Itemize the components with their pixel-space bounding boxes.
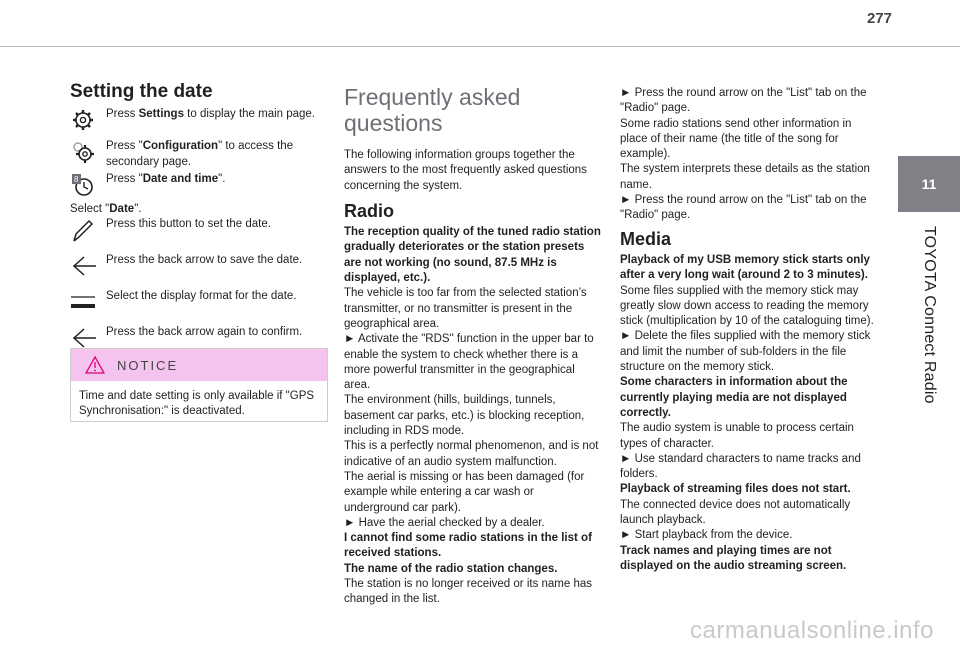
notice-title: NOTICE — [117, 357, 179, 373]
faq-answer: Some files supplied with the memory stick may greatly slow down access to reading the memory stick (multiplication by 10 of the cataloguing time). ► Delete the files supplied with the memory stick and limit the number of sub-folders in the file structure on the memory stick. — [620, 284, 874, 374]
gear-icon — [70, 107, 96, 133]
faq-section — [344, 84, 602, 608]
radio-title: Radio — [344, 200, 395, 221]
setting-date-section — [70, 81, 328, 347]
notice-text: Time and date setting is only available if "GPS Synchronisation:" is deactivated. — [79, 390, 315, 417]
faq-section-continued — [620, 86, 878, 574]
notice-box — [70, 348, 328, 422]
setting-date-title: Setting the date — [70, 81, 213, 102]
notice-header — [71, 349, 327, 381]
chapter-tab[interactable] — [898, 156, 960, 212]
chapter-title: TOYOTA Connect Radio — [921, 226, 938, 404]
chapter-number: 11 — [921, 176, 937, 192]
faq-question: Playback of streaming files does not start. — [620, 483, 851, 496]
back-arrow-icon — [70, 253, 96, 279]
faq-question: Some characters in information about the currently playing media are not displayed correctly. — [620, 376, 848, 419]
faq-answer: The audio system is unable to process certain types of character. ► Use standard characters to name tracks and folders. — [620, 422, 861, 481]
faq-answer: The connected device does not automatically launch playback. ► Start playback from the device. — [620, 498, 851, 542]
header-rule — [0, 46, 960, 47]
faq-answer: The vehicle is too far from the selected station’s transmitter, or no transmitter is present in the geographical area. ► Activate the "RDS" function in the upper bar to enable the system to check whether there is a more powerful transmitter in the geographical area. The environment (hills, buildings, tunnels, basement car parks, etc.) is blocking reception, including in RDS mode. This is a perfectly normal phenomenon, and is not indicative of an audio system malfunction. The aerial is missing or has been damaged (for example while entering a car wash or underground car park). ► Have the aerial checked by a dealer. — [344, 287, 599, 529]
warning-icon — [85, 356, 105, 374]
svg-text:8: 8 — [74, 174, 79, 184]
faq-answer: The station is no longer received or its name has changed in the list. — [344, 578, 593, 606]
faq-title: Frequently asked questions — [344, 84, 521, 136]
step-settings: Press Settings to display the main page. — [70, 107, 328, 129]
step-back-confirm: Press the back arrow again to confirm. — [70, 325, 328, 347]
faq-answer: ► Press the round arrow on the "List" tab on the "Radio" page. Some radio stations send other information in place of their name (the title of the song for example). The system interprets these details as the station name. ► Press the round arrow on the "List" tab on the "Radio" page. — [620, 87, 870, 222]
double-gear-icon — [70, 139, 96, 165]
step-back-save: Press the back arrow to save the date. — [70, 253, 328, 275]
watermark: carmanualsonline.info — [690, 617, 934, 644]
format-bar-icon — [70, 289, 96, 315]
faq-question: The name of the radio station changes. — [344, 562, 558, 575]
faq-question: Track names and playing times are not displayed on the audio streaming screen. — [620, 544, 847, 572]
step-date-time: 8 Press "Date and time". — [70, 172, 328, 194]
faq-question: I cannot find some radio stations in the list of received stations. — [344, 532, 592, 560]
faq-intro: The following information groups together the answers to the most frequently asked questions concerning the system. — [344, 149, 587, 192]
step-pencil: Press this button to set the date. — [70, 217, 328, 239]
faq-question: Playback of my USB memory stick starts only after a very long wait (around 2 to 3 minutes). — [620, 253, 870, 282]
faq-question: The reception quality of the tuned radio station gradually deteriorates or the station presets are not working (no sound, 87.5 MHz is displayed, etc.). — [344, 226, 601, 285]
pencil-icon — [70, 217, 96, 243]
step-configuration: Press "Configuration" to access the secondary page. — [70, 139, 328, 170]
media-title: Media — [620, 228, 672, 249]
select-date-text: Select "Date". — [70, 202, 142, 215]
page-number: 277 — [866, 10, 892, 27]
step-format: Select the display format for the date. — [70, 289, 328, 311]
clock-icon — [70, 172, 96, 198]
